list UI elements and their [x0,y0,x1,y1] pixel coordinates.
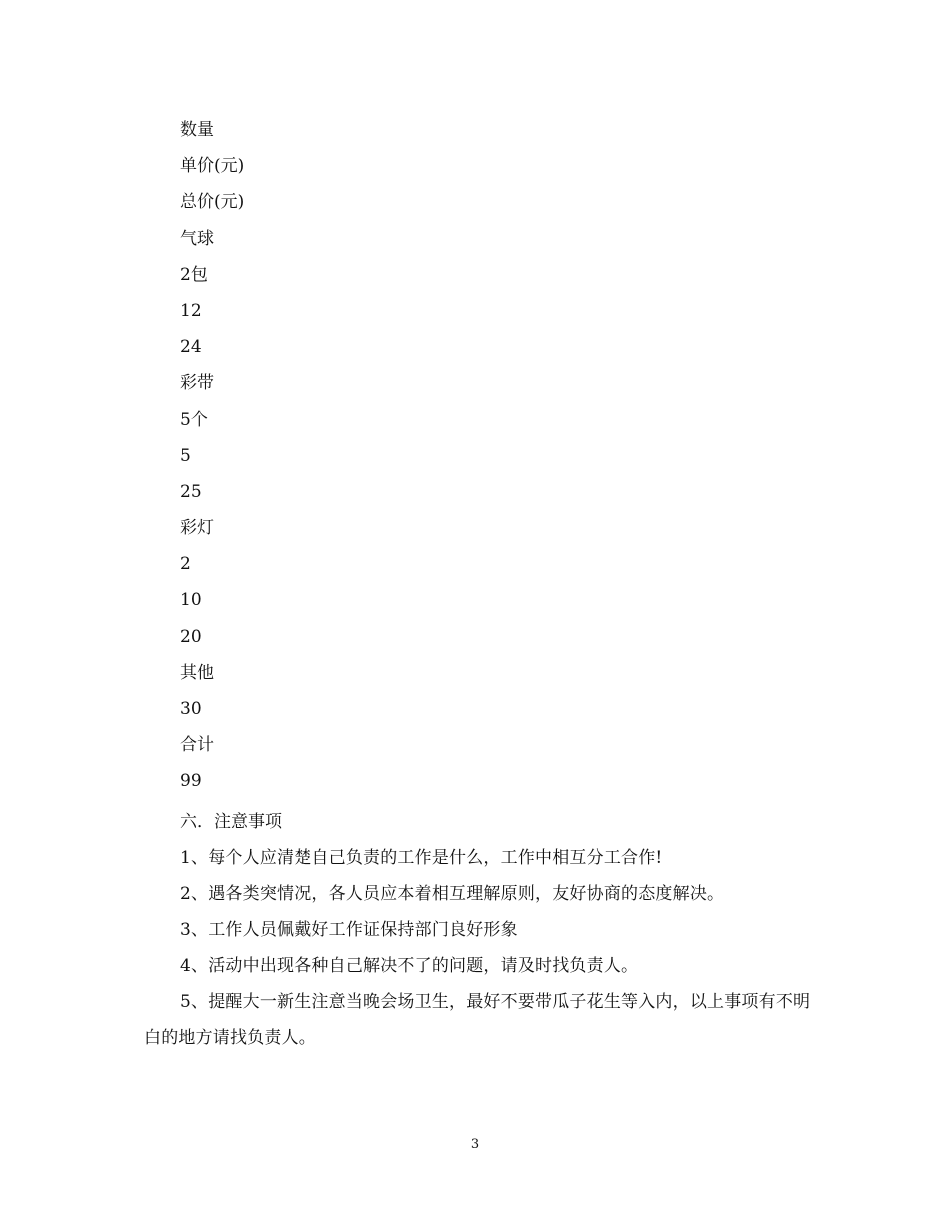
note-item: 5、提醒大一新生注意当晚会场卫生，最好不要带瓜子花生等入内，以上事项有不明白的地方请找负责人。 [144,992,811,1048]
table-cell: 25 [180,481,202,502]
table-cell: 总价(元) [180,192,245,213]
table-cell: 彩带 [180,373,214,394]
table-cell: 气球 [180,228,214,249]
table-cell: 99 [180,771,202,792]
table-cell: 2包 [180,264,208,285]
note-item: 3、工作人员佩戴好工作证保持部门良好形象 [180,920,518,940]
notes-section [144,804,814,1056]
section-heading: 六．注意事项 [180,812,282,832]
table-cell: 单价(元) [180,156,245,177]
table-cell: 20 [180,626,202,647]
budget-table [180,112,580,800]
table-cell: 数量 [180,120,214,140]
table-cell: 12 [180,300,202,321]
note-item: 1、每个人应清楚自己负责的工作是什么，工作中相互分工合作! [180,848,663,868]
table-cell: 10 [180,590,202,611]
table-cell: 2 [180,554,191,575]
table-cell: 5 [180,445,191,466]
table-cell: 5个 [180,409,208,430]
note-item: 4、活动中出现各种自己解决不了的问题，请及时找负责人。 [180,956,639,976]
table-cell: 30 [180,699,202,719]
table-cell: 合计 [180,735,214,756]
page-number: 3 [470,1137,480,1152]
table-cell: 彩灯 [180,518,214,539]
note-item: 2、遇各类突情况，各人员应本着相互理解原则，友好协商的态度解决。 [180,884,725,904]
table-cell: 24 [180,337,202,358]
table-cell: 其他 [180,662,214,683]
